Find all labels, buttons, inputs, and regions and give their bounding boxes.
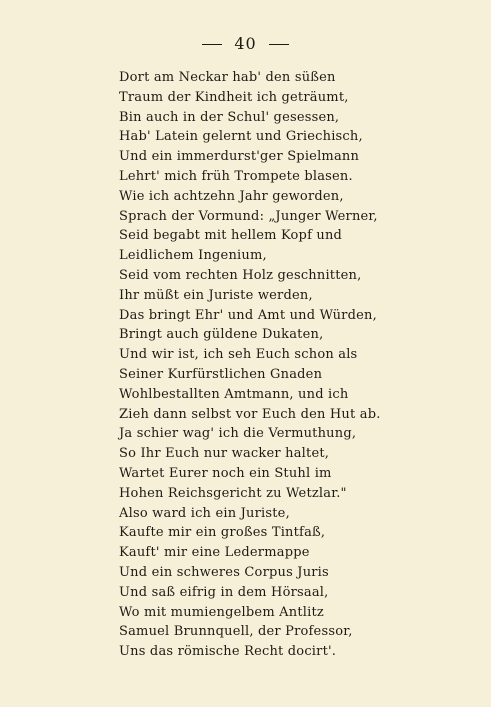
poem-line: Hab' Latein gelernt und Griechisch, — [119, 129, 363, 145]
poem-line: Leidlichem Ingenium, — [119, 248, 267, 264]
poem-line: Samuel Brunnquell, der Professor, — [119, 624, 353, 640]
poem-line: Bin auch in der Schul' gesessen, — [119, 109, 340, 125]
poem-line: Seid begabt mit hellem Kopf und — [119, 228, 343, 244]
poem-line: Wie ich achtzehn Jahr geworden, — [119, 188, 344, 204]
poem-line: Sprach der Vormund: „Junger Werner, — [119, 208, 378, 224]
poem-line: Hohen Reichsgericht zu Wetzlar." — [119, 485, 347, 501]
dash-right — [269, 44, 289, 45]
poem-line: Dort am Neckar hab' den süßen — [119, 70, 336, 85]
poem-line: Wohlbestallten Amtmann, und ich — [119, 386, 349, 402]
poem-line: Seid vom rechten Holz geschnitten, — [119, 267, 362, 283]
poem-line: Und saß eifrig in dem Hörsaal, — [119, 584, 329, 600]
poem-line: Also ward ich ein Juriste, — [119, 505, 290, 521]
poem-line: Und ein schweres Corpus Juris — [119, 564, 329, 580]
dash-left — [202, 44, 222, 45]
poem-line: Und ein immerdurst'ger Spielmann — [119, 149, 360, 165]
page-number-text: 40 — [234, 34, 257, 53]
poem-line: Bringt auch güldene Dukaten, — [119, 327, 324, 343]
poem-line: Traum der Kindheit ich geträumt, — [119, 89, 349, 105]
poem-line: Das bringt Ehr' und Amt und Würden, — [119, 307, 377, 323]
poem-line: Kauft' mir eine Ledermappe — [119, 545, 310, 561]
poem-line: Seiner Kurfürstlichen Gnaden — [119, 366, 323, 382]
poem-line: Uns das römische Recht docirt'. — [119, 644, 337, 660]
poem-line: Wo mit mumiengelbem Antlitz — [119, 604, 324, 620]
poem-line: Und wir ist, ich seh Euch schon als — [119, 347, 358, 363]
page-number — [0, 34, 491, 53]
poem-line: Lehrt' mich früh Trompete blasen. — [119, 168, 353, 184]
poem-line: Ja schier wag' ich die Vermuthung, — [119, 426, 357, 442]
poem-line: Kaufte mir ein großes Tintfaß, — [119, 525, 326, 541]
poem-line: Ihr müßt ein Juriste werden, — [119, 287, 313, 303]
poem-text — [119, 68, 481, 662]
poem-line: So Ihr Euch nur wacker haltet, — [119, 446, 330, 462]
poem-line: Wartet Eurer noch ein Stuhl im — [119, 465, 332, 481]
poem-line: Zieh dann selbst vor Euch den Hut ab. — [119, 406, 381, 422]
